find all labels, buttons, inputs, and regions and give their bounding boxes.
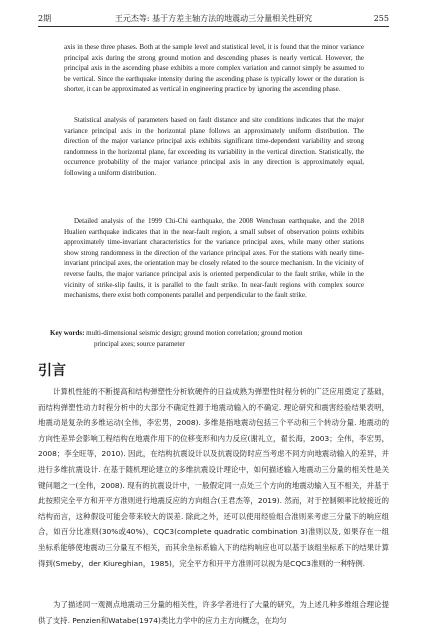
body-paragraph-2 xyxy=(38,597,389,628)
running-header xyxy=(38,12,389,27)
running-title: 王元杰等: 基于方差主轴方法的地震动三分量相关性研究 xyxy=(114,14,313,23)
body-paragraph-1 xyxy=(38,384,389,571)
body-text: 计算机性能的不断提高和结构弹塑性分析软硬件的日益成熟为弹塑性时程分析的广泛应用奠定了基础，而结构弹塑性动力时程分析中的大部分不确定性源于地震动输入的不确定. 理论研究和震害经验结果表明，地震动是复杂的多维运动(全伟，李宏男，2008). 多维是指地震动包括三个平动和三个转动分量. 地震动的方向性差异会影响工程结构在地震作用下的位移变形和内力反应(谢礼立，翟长海，2003；全伟，李宏男，2008；李全旺等，2010). 因此，在结构抗震设计以及抗震设防时应当考虑不同方向地震动输入的差异，并进行多维抗震设计. 在基于随机理论建立的多维抗震设计理论中，如何描述输入地震动三分量的相关性是关键问题之一(全伟，2008). 现有的抗震设计中，一般假定同一点处三个方向的地震动输入互不相关，并基于此按照完全平方和开平方准则进行地震反应的方向组合(王君杰等，2019). 然而，对于控制频率比较接近的结构而言，这种假设可能会带来较大的误差. 除此之外，还可以使用经验组合准则来考虑三分量下的响应组合，如百分比准则(30%或40%)、CQC3(complete quadratic combination 3)准则以及, 如果存在一组坐标系能够使地震动三分量互不相关，而其余坐标系输入下的结构响应也可以基于该组坐标系下的结果计算得到(Smeby，der Kiureghian，1985)，完全平方和开平方准则可以视为是CQC3准则的一种特例. xyxy=(38,387,389,568)
keywords xyxy=(50,328,377,349)
abstract-paragraph-1 xyxy=(64,42,364,95)
section-heading: 引言 xyxy=(38,363,66,379)
abstract-text: Detailed analysis of the 1999 Chi-Chi earthquake, the 2008 Wenchuan earthquake, and the 2018 Hualien earthquake indicates that in the near-fault region, a small subset of observation points exhibits approximately time-invariant characteristics for the variance principal axes, while many other stations show strong randomness in the direction of the variance principal axes. For the stations with nearly time-invariant principal axes, the orientation may be closely related to the source mechanism. In the vicinity of reverse faults, the major variance principal axis is oriented perpendicular to the fault strike, while in the vicinity of strike-slip faults, it is parallel to the fault strike. In near-fault regions with complex source mechanisms, there exist both components parallel and perpendicular to the fault strike. xyxy=(64,217,364,300)
abstract-paragraph-3 xyxy=(64,216,364,301)
issue-number: 2期 xyxy=(38,14,52,23)
keywords-line-1: multi-dimensional seismic design; ground motion correlation; ground motion xyxy=(86,329,303,337)
keywords-line-2: principal axes; source parameter xyxy=(94,339,185,348)
abstract-text: axis in these three phases. Both at the sample level and statistical level, it is found that the minor variance principal axis during the strong ground motion and descending phases is nearly vertical. However, the principal axis in the ascending phase exhibits a more complex variation and cannot simply be assumed to be vertical. Since the earthquake intensity during the ascending phase is typically lower or the duration is shorter, it can be approximated as vertical in engineering practice by ignoring the ascending phase. xyxy=(64,43,364,94)
body-text: 为了描述同一观测点地震动三分量的相关性，许多学者进行了大量的研究，为上述几种多维组合理论提供了支持. Penzien和Watabe(1974)类比力学中的应力主方向概念，在均匀 xyxy=(38,600,389,625)
abstract-text: Statistical analysis of parameters based on fault distance and site conditions indicates that the major variance principal axis in the horizontal plane follows an approximately uniform distribution. The direction of the major variance principal axis exhibits significant time-dependent variability and strong randomness in the horizontal plane, far exceeding its variability in the vertical direction. Statistically, the occurrence probability of the major variance principal axis in any direction is approximately equal, following a uniform distribution. xyxy=(64,116,364,177)
abstract-paragraph-2 xyxy=(64,115,364,179)
page-number: 255 xyxy=(373,14,389,23)
keywords-label: Key words: xyxy=(50,329,85,337)
